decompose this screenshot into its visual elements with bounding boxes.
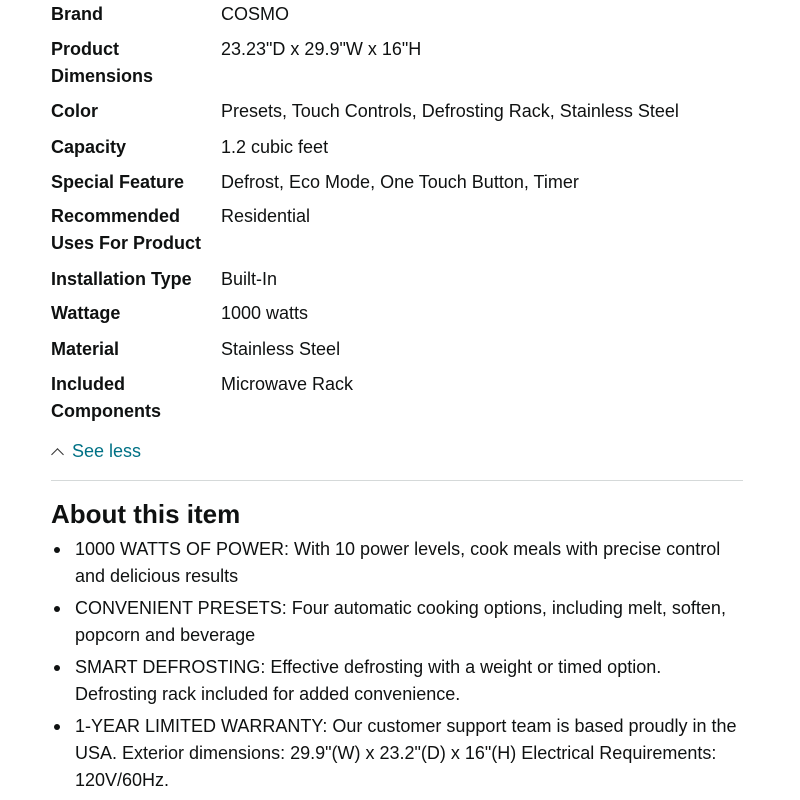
bullet-dot-icon [54,665,60,671]
spec-value: Built-In [221,269,278,289]
spec-value: Microwave Rack [221,374,354,394]
spec-label: Recommended Uses For Product [51,206,202,253]
spec-value: 1000 watts [221,303,309,323]
spec-value: 23.23"D x 29.9"W x 16"H [221,39,422,59]
spec-label: Included Components [51,374,161,421]
bullet-text: 1-YEAR LIMITED WARRANTY: Our customer support team is based proudly in the USA. Exterior dimensions: 29.9"(W) x 23.2"(D) x 16"(H) Electrical Requirements: 120V/60Hz. [75,716,737,790]
bullet-dot-icon [54,606,60,612]
spec-value: Defrost, Eco Mode, One Touch Button, Timer [221,172,579,192]
list-item [51,654,751,708]
see-less-link[interactable] [50,438,141,464]
spec-label: Brand [51,4,104,24]
spec-label: Material [51,339,120,359]
list-item [51,595,751,649]
bullet-text: 1000 WATTS OF POWER: With 10 power levels, cook meals with precise control and delicious results [75,539,721,586]
spec-label: Special Feature [51,172,185,192]
bullet-dot-icon [54,547,60,553]
spec-label: Product Dimensions [51,39,154,86]
spec-value: COSMO [221,4,290,24]
spec-value: Residential [221,206,311,226]
list-item [51,713,751,794]
section-divider [51,480,743,481]
bullet-text: SMART DEFROSTING: Effective defrosting with a weight or timed option. Defrosting rack included for added convenience. [75,657,662,704]
spec-label: Color [51,101,98,121]
about-this-item-heading: About this item [51,499,241,529]
about-bullet-list [51,536,751,799]
spec-label: Installation Type [51,269,192,289]
spec-label: Capacity [51,137,127,157]
spec-value: Stainless Steel [221,339,341,359]
bullet-dot-icon [54,724,60,730]
spec-label: Wattage [51,303,121,323]
chevron-up-icon [51,448,64,461]
spec-value: 1.2 cubic feet [221,137,329,157]
bullet-text: CONVENIENT PRESETS: Four automatic cooking options, including melt, soften, popcorn and beverage [75,598,726,645]
see-less-label: See less [72,441,142,461]
spec-value: Presets, Touch Controls, Defrosting Rack, Stainless Steel [221,101,679,121]
list-item [51,536,751,590]
